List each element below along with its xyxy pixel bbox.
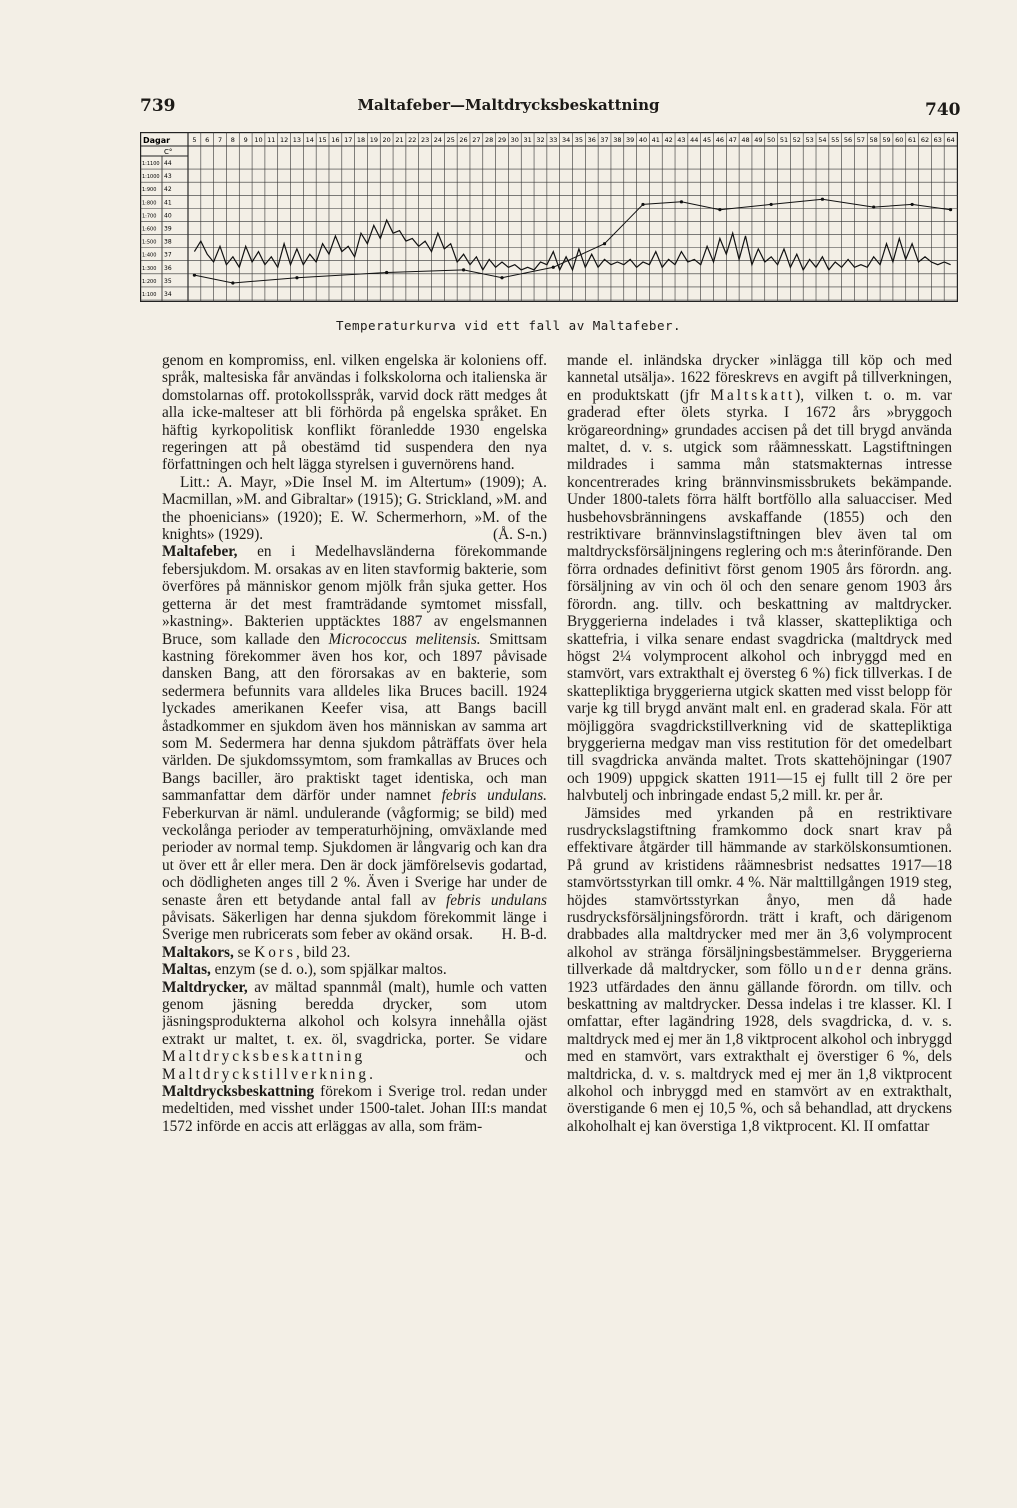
day-tick-label: 40 (638, 136, 648, 144)
paragraph-p3 (162, 543, 547, 943)
left-column (162, 352, 547, 1492)
day-tick-label: 7 (217, 136, 223, 144)
day-tick-label: 43 (677, 136, 686, 144)
entry-headword: Maltafeber, (162, 543, 238, 561)
author-signature: (Å. S-n.) (493, 526, 547, 544)
day-tick-label: 55 (831, 136, 840, 144)
day-tick-label: 19 (369, 136, 378, 144)
paragraph-p2 (162, 474, 547, 544)
author-signature: H. B-d. (501, 926, 547, 944)
temp-tick-label: 39 (164, 225, 172, 233)
pulse-point (385, 271, 388, 274)
day-tick-label: 60 (895, 136, 904, 144)
paragraph-p6 (162, 979, 547, 1083)
text-run: Maltdrycksbeskattning (162, 1048, 366, 1066)
day-tick-label: 36 (587, 136, 596, 144)
pulse-tick-label: 1:1100 (142, 161, 160, 168)
day-tick-label: 57 (856, 136, 866, 144)
day-tick-label: 10 (254, 136, 263, 144)
pulse-point (552, 266, 555, 269)
pulse-point (231, 281, 234, 284)
temp-tick-label: 35 (164, 277, 172, 285)
day-tick-label: 32 (536, 136, 545, 144)
day-tick-label: 42 (664, 136, 673, 144)
day-tick-label: 56 (843, 136, 853, 144)
day-tick-label: 48 (741, 136, 750, 144)
day-tick-label: 13 (292, 136, 302, 144)
pulse-tick-label: 1:300 (142, 265, 157, 272)
pulse-point (193, 274, 196, 277)
temp-tick-label: 43 (164, 173, 172, 181)
paragraph-q2 (567, 805, 952, 1136)
text-run: av mältad spannmål (malt), humle och vatten genom jäsning beredda drycker, som utom jäsningsprodukterna alkohol och kolsyra innehålla ojäst extrakt ur maltet, t. ex. öl, svagdricka, porter. Se vidare (162, 978, 547, 1048)
day-tick-label: 8 (230, 136, 235, 144)
temp-tick-label: 36 (164, 264, 172, 272)
text-run: Maltskatt (710, 386, 796, 404)
pulse-tick-label: 1:200 (142, 278, 157, 285)
day-tick-label: 50 (767, 136, 776, 144)
text-run: Maltdryckstillverkning (162, 1065, 370, 1083)
running-title: Maltafeber—Maltdrycksbeskattning (357, 96, 660, 114)
pulse-point (603, 242, 606, 245)
day-tick-label: 49 (754, 136, 763, 144)
text-run: ), vilken t. o. m. var graderad efter ölets styrka. I 1672 års »bryggoch krögareordning» grundades accisen på det till brygd använda maltet, d. v. s. utgick som råämnesskatt. Lagstiftningen mildrades i samma mån statsmakternas intresse koncentrerades kring brännvinsmissbrukets bekämpande. Under 1800-talets förra hälft bortföllo alla saluacciser. Med husbehovsbränningens avskaffande (1855) och den restriktivare brännvinslagstiftningen blev även tal om maltdrycksförsäljningens reglering och m:s återinförande. Den förra ordnades definitivt först genom 1905 års förordn. ang. försäljning av vin och öl och den senare genom 1903 års förordn. ang. tillv. och beskattning av maltdrycker. Bryggerierna indelades i två klasser, skattepliktiga och skattefria, i vilka senare endast svagdricka (maltdryck med högst 2¼ volymprocent alkohol och inbryggd med en stamvört, vars extrakthalt ej översteg 6 %) fick tillverkas. I de skattepliktiga bryggerierna utgick skatten med visst belopp för varje kg till brygd använt malt enl. en graderad skala. För att möjliggöra svagdrickstillverkning vid de skattepliktiga bryggerierna medgav man viss restitution för det omedelbart till svagdricka använda maltet. Trots skattehöjningar (1907 och 1909) uppgick skatten 1911—15 ej fullt till 2 öre per halvbutelj och inbringade endast 5,2 mill. kr. per år. (567, 386, 952, 805)
day-tick-label: 53 (805, 136, 814, 144)
day-tick-label: 9 (243, 136, 248, 144)
text-run: febris undulans. (441, 787, 547, 805)
pulse-tick-label: 1:900 (142, 187, 157, 194)
text-run: Micrococcus melitensis. (328, 630, 481, 648)
temp-tick-label: 38 (164, 238, 172, 246)
day-tick-label: 54 (818, 136, 827, 144)
day-tick-label: 30 (510, 136, 519, 144)
day-tick-label: 18 (356, 136, 366, 144)
day-tick-label: 16 (331, 136, 340, 144)
day-tick-label: 52 (792, 136, 801, 144)
unit-label: C° (164, 148, 173, 156)
day-tick-label: 64 (946, 136, 955, 144)
paragraph-p4 (162, 944, 547, 961)
text-run: förekom i Sverige trol. redan under medeltiden, med visshet under 1500-talet. Johan III:s mandat 1572 införde en accis att erläggas av alla, som främ- (162, 1083, 547, 1135)
day-tick-label: 27 (472, 136, 481, 144)
temp-tick-label: 40 (164, 212, 172, 220)
pulse-point (872, 205, 875, 208)
right-column (567, 352, 952, 1492)
text-run: påvisats. Säkerligen har denna sjukdom förekommit länge i Sverige men rubricerats som feber av okänd orsak. (162, 909, 547, 944)
day-tick-label: 5 (192, 136, 197, 144)
temp-tick-label: 37 (164, 251, 172, 259)
day-tick-label: 31 (523, 136, 532, 144)
page-number-left: 739 (140, 96, 176, 116)
pulse-point (641, 203, 644, 206)
temp-tick-label: 42 (164, 186, 172, 194)
pulse-tick-label: 1:800 (142, 200, 157, 207)
text-run: denna gräns. 1923 utfärdades den ännu gällande förordn. om tillv. och beskattning av maltdrycker. Dessa indelas i tre klasser. Kl. I omfattar, efter lagändring 1928, dels svagdricka, d. v. s. maltdryck med ej mer än 1,8 viktprocent alkohol och inbryggd med en stamvört, vars extrakthalt ej överstiger 6 %, dels maltdricka, d. v. s. maltdryck med ej mer än 1,8 viktprocent alkohol och inbryggd med en stamvört av en extrakthalt, överstigande 6 men ej 10,5 %, och så behandlad, att dryckens alkoholhalt ej kan överstiga 1,8 viktprocent. Kl. II omfattar (567, 961, 952, 1135)
paragraph-q1 (567, 352, 952, 805)
day-tick-label: 41 (651, 136, 660, 144)
temp-tick-label: 41 (164, 199, 172, 207)
text-run: febris undulans (445, 891, 547, 909)
day-tick-label: 14 (305, 136, 314, 144)
day-tick-label: 15 (318, 136, 327, 144)
text-run: Kors (254, 943, 296, 961)
temperature-chart-svg (140, 132, 958, 302)
pulse-tick-label: 1:100 (142, 291, 157, 298)
pulse-point (911, 203, 914, 206)
text-run: en i Medelhavsländerna förekommande febersjukdom. M. orsakas av en liten stavformig bakterie, som överföres på människor genom mjölk från sjuka getter. Hos getterna är det mest framträdande symtomet missfall, »kastning». Bakterien upptäcktes 1887 av engelsmannen Bruce, som kallade den (162, 543, 547, 648)
chart-caption: Temperaturkurva vid ett fall av Maltafeber. (335, 318, 682, 333)
pulse-tick-label: 1:600 (142, 226, 157, 233)
day-tick-label: 29 (497, 136, 507, 144)
day-tick-label: 24 (433, 136, 443, 144)
pulse-point (500, 276, 503, 279)
day-tick-label: 62 (920, 136, 930, 144)
day-tick-label: 34 (561, 136, 571, 144)
day-tick-label: 38 (613, 136, 622, 144)
day-tick-label: 22 (408, 136, 417, 144)
pulse-point (718, 208, 721, 211)
entry-headword: Maltas, (162, 961, 211, 979)
day-tick-label: 6 (205, 136, 210, 144)
pulse-tick-label: 1:500 (142, 239, 157, 246)
day-tick-label: 17 (344, 136, 353, 144)
day-tick-label: 26 (459, 136, 468, 144)
paragraph-p5 (162, 961, 547, 978)
day-tick-label: 63 (933, 136, 942, 144)
pulse-point (821, 198, 824, 201)
day-tick-label: 21 (395, 136, 404, 144)
text-run: Smittsam kastning förekommer även hos kor, och 1897 påvisade dansken Bang, att den förorsakas av en bakterie, som sedermera befunnits vara alldeles lika Bruces bacill. 1924 lyckades amerikanen Keefer visa, att Bangs bacill åstadkommer en sjukdom även hos människan av samma art som M. Sedermera har denna sjukdom påträffats över hela världen. De sjukdomssymtom, som framkallas av Bruces och Bangs baciller, äro praktiskt taget identiska, och man sammanfattar dem därför under namnet (162, 630, 547, 805)
day-tick-label: 28 (485, 136, 494, 144)
day-tick-label: 61 (908, 136, 917, 144)
text-run: , bild 23. (295, 943, 351, 961)
text-run: se (233, 943, 255, 961)
day-tick-label: 44 (690, 136, 699, 144)
day-tick-label: 59 (882, 136, 891, 144)
entry-headword: Maltdrycksbeskattning (162, 1083, 315, 1101)
day-tick-label: 47 (728, 136, 737, 144)
day-tick-label: 45 (702, 136, 712, 144)
pulse-point (680, 200, 683, 203)
paragraph-p7 (162, 1083, 547, 1135)
text-run: och (365, 1048, 547, 1066)
day-tick-label: 39 (626, 136, 635, 144)
text-run: under (814, 961, 865, 979)
pulse-tick-label: 1:1000 (142, 174, 160, 181)
text-run: Litt.: A. Mayr, »Die Insel M. im Altertum» (1909); A. Macmillan, »M. and Gibraltar» (1915); G. Strickland, »M. and the phoenicians» (1920); E. W. Schermerhorn, »M. of the knights» (1929). (162, 473, 547, 544)
day-tick-label: 37 (600, 136, 609, 144)
day-tick-label: 46 (715, 136, 725, 144)
paragraph-p1 (162, 352, 547, 474)
temperature-chart (140, 132, 958, 302)
days-header-label: Dagar (143, 136, 171, 145)
pulse-point (462, 268, 465, 271)
pulse-tick-label: 1:700 (142, 213, 157, 220)
day-tick-label: 58 (869, 136, 878, 144)
day-tick-label: 23 (420, 136, 430, 144)
text-run: Feberkurvan är näml. undulerande (vågformig; se bild) med veckolånga perioder av temperaturhöjning, omväxlande med perioder av normal temp. Sjukdomen är långvarig och kan dra ut över ett år eller mera. Den är dock jämförelsevis godartad, och dödligheten anges till 2 %. Även i Sverige har under de senaste åren ett betydande antal fall av (162, 804, 547, 909)
day-tick-label: 20 (382, 136, 391, 144)
day-tick-label: 33 (549, 136, 558, 144)
temp-tick-label: 34 (164, 290, 172, 298)
text-run: genom en kompromiss, enl. vilken engelska är koloniens off. språk, maltesiska får användas i folkskolorna och italienska är domstolarnas off. protokollsspråk, varvid dock rätt medges åt alla icke-malteser att bli förhörda på engelska språket. En häftig kyrkopolitisk konflikt föranledde 1930 engelska regeringen att på obestämd tid suspendera den nya författningen och helt lägga styrelsen i guvernörens hand. (162, 352, 547, 474)
entry-headword: Maltakors, (162, 943, 234, 961)
day-tick-label: 11 (267, 136, 276, 144)
page-number-right: 740 (925, 100, 961, 120)
chart-frame (141, 133, 958, 302)
text-run: enzym (se d. o.), som spjälkar maltos. (210, 961, 447, 979)
day-tick-label: 51 (779, 136, 789, 144)
pulse-tick-label: 1:400 (142, 252, 157, 259)
text-run: mande el. inländska drycker »inlägga till köp och med kannetal utsälja». 1622 föreskrevs en avgift på tillverkningen, en produktskatt (jfr (567, 352, 952, 404)
temp-tick-label: 44 (164, 160, 172, 168)
entry-headword: Maltdrycker, (162, 978, 248, 996)
pulse-point (295, 276, 298, 279)
day-tick-label: 12 (279, 136, 289, 144)
pulse-point (770, 203, 773, 206)
text-run: Jämsides med yrkanden på en restriktivare rusdryckslagstiftning framkommo dock snart krav på effektivare åtgärder till hämmande av starkölskonsumtionen. På grund av kristidens råämnesbrist nedsattes 1917—18 stamvörtsstyrkan till omkr. 4 %. När malttillgången 1919 steg, höjdes stamvörtsstyrkan ånyo, men då hade rusdrycksförsäljningsförordn. trätt i kraft, och därigenom drabbades alla maltdrycker med mer än 3,6 volymprocent alkohol av stränga försäljningsbestämmelser. Bryggerierna tillverkade då maltdrycker, som föllo (567, 804, 952, 979)
page-header (0, 0, 1017, 130)
day-tick-label: 25 (446, 136, 455, 144)
text-run: . (369, 1065, 373, 1083)
day-tick-label: 35 (574, 136, 584, 144)
pulse-point (949, 208, 952, 211)
